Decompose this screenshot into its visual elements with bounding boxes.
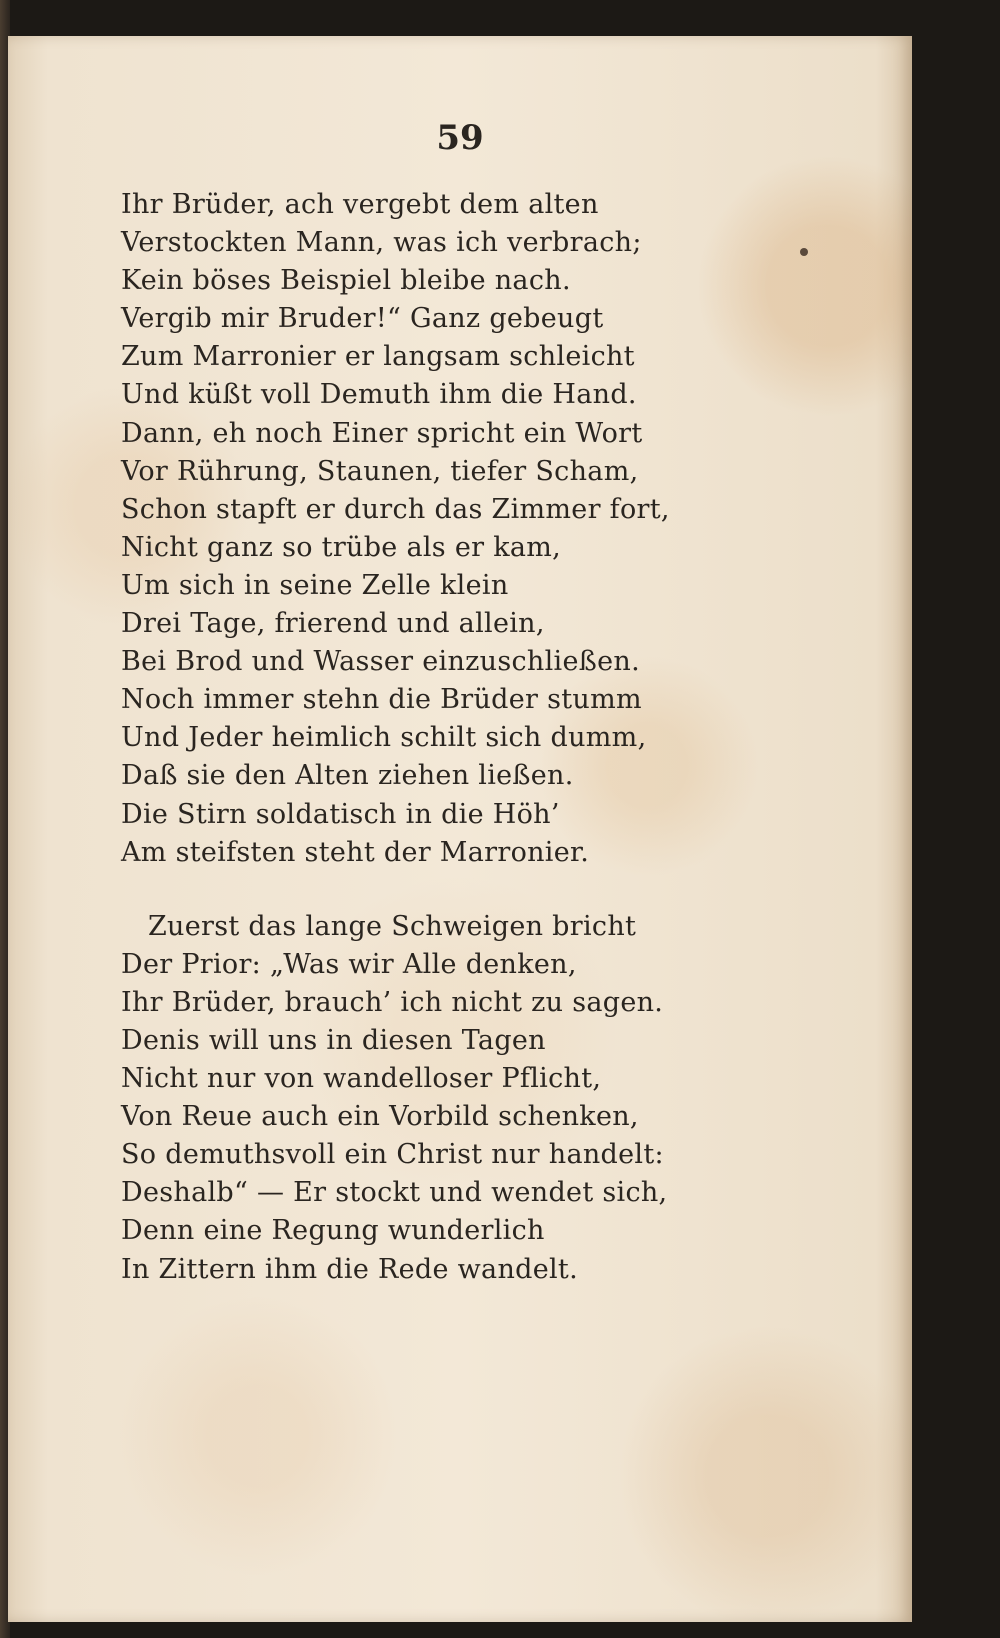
poem-line: Schon stapft er durch das Zimmer fort, <box>121 493 670 525</box>
poem-line: Verstockten Mann, was ich verbrach; <box>121 227 642 259</box>
poem-line: So demuthsvoll ein Christ nur handelt: <box>121 1139 664 1171</box>
stanza-2 <box>121 908 881 1289</box>
poem-line: Drei Tage, frierend und allein, <box>121 608 545 640</box>
poem-line: Denis will uns in diesen Tagen <box>121 1024 546 1056</box>
poem-line: Zum Marronier er langsam schleicht <box>121 341 635 373</box>
poem-line: Dann, eh noch Einer spricht ein Wort <box>121 417 643 449</box>
book-page <box>8 36 912 1622</box>
poem-line: Vergib mir Bruder!“ Ganz gebeugt <box>121 303 604 335</box>
poem-line: Nicht nur von wandelloser Pflicht, <box>121 1063 602 1095</box>
poem-line: Um sich in seine Zelle klein <box>121 569 509 601</box>
poem-line: In Zittern ihm die Rede wandelt. <box>121 1253 578 1285</box>
poem-line: Ihr Brüder, brauch’ ich nicht zu sagen. <box>121 986 664 1018</box>
poem-line: Daß sie den Alten ziehen ließen. <box>121 760 574 792</box>
poem-line: Ihr Brüder, ach vergebt dem alten <box>121 189 599 220</box>
poem-line: Zuerst das lange Schweigen bricht <box>148 910 637 942</box>
poem-line: Und Jeder heimlich schilt sich dumm, <box>121 722 647 754</box>
poem-line: Noch immer stehn die Brüder stumm <box>121 684 642 716</box>
poem-line: Am steifsten steht der Marronier. <box>121 836 590 868</box>
poem-line: Kein böses Beispiel bleibe nach. <box>121 265 571 297</box>
poem-line: Denn eine Regung wunderlich <box>121 1215 545 1247</box>
poem-line: Und küßt voll Demuth ihm die Hand. <box>121 379 637 411</box>
page-number: 59 <box>436 118 484 158</box>
poem-line: Bei Brod und Wasser einzuschließen. <box>121 646 640 678</box>
poem-text <box>121 186 881 1289</box>
poem-line: Der Prior: „Was wir Alle denken, <box>121 948 577 980</box>
poem-line: Die Stirn soldatisch in die Höh’ <box>121 798 560 830</box>
poem-line: Nicht ganz so trübe als er kam, <box>121 531 562 563</box>
poem-line: Vor Rührung, Staunen, tiefer Scham, <box>121 455 639 487</box>
stanza-gap <box>121 872 881 908</box>
poem-line: Von Reue auch ein Vorbild schenken, <box>121 1101 639 1133</box>
poem-line: Deshalb“ — Er stockt und wendet sich, <box>121 1177 668 1209</box>
stanza-1 <box>121 186 881 872</box>
